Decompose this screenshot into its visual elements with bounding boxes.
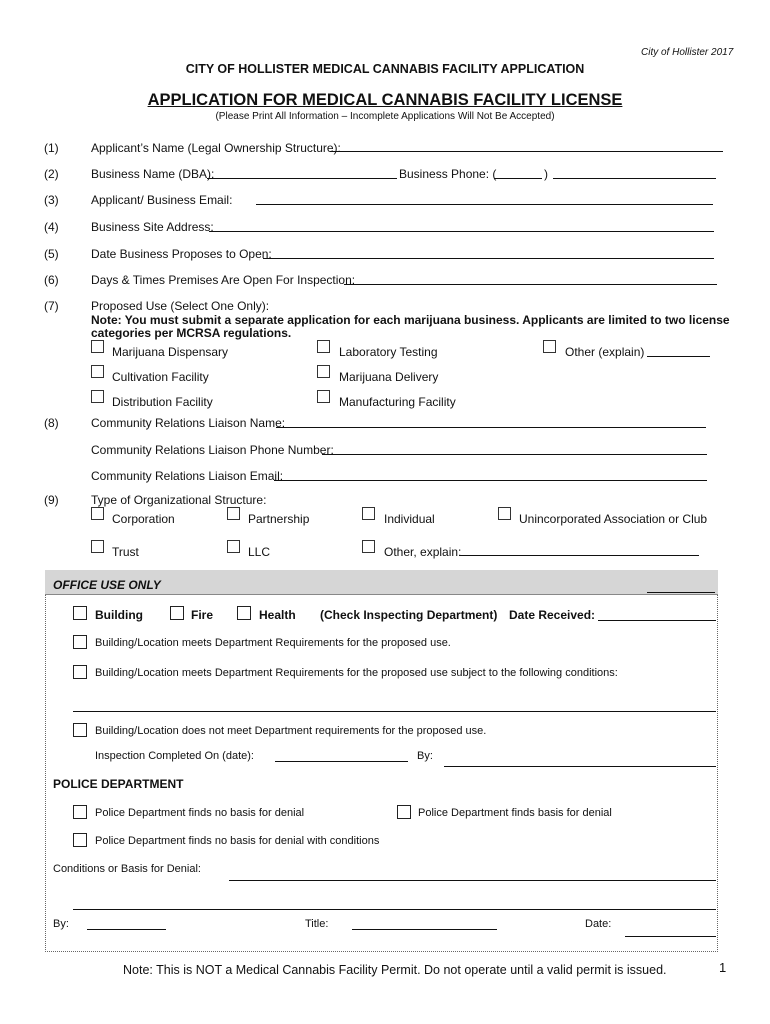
num-5: (5) xyxy=(44,247,59,261)
llc-checkbox[interactable] xyxy=(227,540,240,553)
proposed-use-note: Note: You must submit a separate application for each marijuana business. Applicants are limited to two license xyxy=(91,313,730,327)
num-4: (4) xyxy=(44,220,59,234)
police-heading: POLICE DEPARTMENT xyxy=(53,777,184,791)
individual-checkbox[interactable] xyxy=(362,507,375,520)
no-basis-checkbox[interactable] xyxy=(73,805,87,819)
applicant-name-field[interactable] xyxy=(330,151,723,152)
num-6: (6) xyxy=(44,273,59,287)
inspection-date-label: Inspection Completed On (date): xyxy=(95,750,254,762)
business-name-label: Business Name (DBA): xyxy=(91,167,215,181)
conditions-label: Conditions or Basis for Denial: xyxy=(53,863,201,875)
page-number: 1 xyxy=(719,960,727,975)
unincorporated-label: Unincorporated Association or Club xyxy=(519,512,708,526)
delivery-checkbox[interactable] xyxy=(317,365,330,378)
no-basis-conditions-label: Police Department finds no basis for denial with conditions xyxy=(95,835,380,847)
fire-label: Fire xyxy=(191,608,214,622)
site-address-label: Business Site Address: xyxy=(91,220,214,234)
applicant-name-label: Applicant’s Name (Legal Ownership Structure): xyxy=(91,141,341,155)
fire-checkbox[interactable] xyxy=(170,606,184,620)
not-meet-label: Building/Location does not meet Department requirements for the proposed use. xyxy=(95,725,487,737)
office-header-line xyxy=(647,592,715,593)
cultivation-label: Cultivation Facility xyxy=(112,370,209,384)
distribution-label: Distribution Facility xyxy=(112,395,213,409)
signoff-by-label: By: xyxy=(53,918,69,930)
distribution-checkbox[interactable] xyxy=(91,390,104,403)
building-label: Building xyxy=(95,608,143,622)
dispensary-label: Marijuana Dispensary xyxy=(112,345,229,359)
signoff-title-label: Title: xyxy=(305,918,329,930)
trust-label: Trust xyxy=(112,545,139,559)
num-2: (2) xyxy=(44,167,59,181)
num-9: (9) xyxy=(44,493,59,507)
site-address-field[interactable] xyxy=(209,231,714,232)
main-title: APPLICATION FOR MEDICAL CANNABIS FACILITY LICENSE xyxy=(147,91,623,109)
corporation-checkbox[interactable] xyxy=(91,507,104,520)
corporation-label: Corporation xyxy=(112,512,175,526)
city-title: CITY OF HOLLISTER MEDICAL CANNABIS FACILITY APPLICATION xyxy=(185,62,585,76)
dispensary-checkbox[interactable] xyxy=(91,340,104,353)
other-use-label: Other (explain) xyxy=(565,345,645,359)
inspection-by-label: By: xyxy=(417,750,433,762)
building-checkbox[interactable] xyxy=(73,606,87,620)
num-3: (3) xyxy=(44,193,59,207)
no-basis-conditions-checkbox[interactable] xyxy=(73,833,87,847)
office-use-heading: OFFICE USE ONLY xyxy=(53,578,161,592)
manufacturing-label: Manufacturing Facility xyxy=(339,395,456,409)
date-received-field[interactable] xyxy=(598,620,716,621)
signoff-date-label: Date: xyxy=(585,918,612,930)
basis-checkbox[interactable] xyxy=(397,805,411,819)
org-structure-label: Type of Organizational Structure: xyxy=(91,493,267,507)
unincorporated-checkbox[interactable] xyxy=(498,507,511,520)
inspection-by-field[interactable] xyxy=(444,766,716,767)
lab-testing-checkbox[interactable] xyxy=(317,340,330,353)
trust-checkbox[interactable] xyxy=(91,540,104,553)
no-basis-label: Police Department finds no basis for denial xyxy=(95,807,305,819)
liaison-name-label: Community Relations Liaison Name: xyxy=(91,416,286,430)
liaison-phone-field[interactable] xyxy=(322,454,707,455)
other-use-checkbox[interactable] xyxy=(543,340,556,353)
num-8: (8) xyxy=(44,416,59,430)
date-received-label: Date Received: xyxy=(509,608,596,622)
other-use-field[interactable] xyxy=(647,356,710,357)
email-field[interactable] xyxy=(256,204,713,205)
meets-conditions-field[interactable] xyxy=(73,711,716,712)
meets-label: Building/Location meets Department Requirements for the proposed use. xyxy=(95,637,451,649)
business-phone-field[interactable] xyxy=(553,178,716,179)
email-label: Applicant/ Business Email: xyxy=(91,193,233,207)
num-7: (7) xyxy=(44,299,59,313)
other-structure-field[interactable] xyxy=(459,555,699,556)
proposed-use-note-2: categories per MCRSA regulations. xyxy=(91,326,292,340)
business-phone-area-field[interactable] xyxy=(494,178,542,179)
open-date-field[interactable] xyxy=(263,258,714,259)
inspection-times-label: Days & Times Premises Are Open For Inspection: xyxy=(91,273,356,287)
lab-testing-label: Laboratory Testing xyxy=(339,345,438,359)
meets-checkbox[interactable] xyxy=(73,635,87,649)
basis-label: Police Department finds basis for denial xyxy=(418,807,612,819)
delivery-label: Marijuana Delivery xyxy=(339,370,439,384)
cultivation-checkbox[interactable] xyxy=(91,365,104,378)
inspection-times-field[interactable] xyxy=(344,284,717,285)
not-meet-checkbox[interactable] xyxy=(73,723,87,737)
proposed-use-label: Proposed Use (Select One Only): xyxy=(91,299,270,313)
business-phone-label: Business Phone: ( xyxy=(399,167,497,181)
liaison-email-field[interactable] xyxy=(274,480,707,481)
footer-note: Note: This is NOT a Medical Cannabis Facility Permit. Do not operate until a valid permit is issued. xyxy=(123,963,667,977)
partnership-label: Partnership xyxy=(248,512,310,526)
open-date-label: Date Business Proposes to Open: xyxy=(91,247,272,261)
individual-label: Individual xyxy=(384,512,435,526)
meets-conditions-label: Building/Location meets Department Requirements for the proposed use subject to the following conditions: xyxy=(95,667,618,679)
signoff-title-field[interactable] xyxy=(352,929,497,930)
signoff-by-field[interactable] xyxy=(87,929,166,930)
llc-label: LLC xyxy=(248,545,271,559)
signoff-date-field[interactable] xyxy=(625,936,716,937)
meets-conditions-checkbox[interactable] xyxy=(73,665,87,679)
check-dept-label: (Check Inspecting Department) xyxy=(320,608,498,622)
num-1: (1) xyxy=(44,141,59,155)
inspection-date-field[interactable] xyxy=(275,761,408,762)
liaison-name-field[interactable] xyxy=(276,427,706,428)
business-name-field[interactable] xyxy=(207,178,397,179)
subtitle: (Please Print All Information – Incomplete Applications Will Not Be Accepted) xyxy=(215,111,555,122)
liaison-phone-label: Community Relations Liaison Phone Number: xyxy=(91,443,334,457)
health-label: Health xyxy=(259,608,296,622)
conditions-field-2[interactable] xyxy=(73,909,716,910)
health-checkbox[interactable] xyxy=(237,606,251,620)
other-structure-checkbox[interactable] xyxy=(362,540,375,553)
conditions-field-1[interactable] xyxy=(229,880,716,881)
liaison-email-label: Community Relations Liaison Email: xyxy=(91,469,284,483)
other-structure-label: Other, explain: xyxy=(384,545,462,559)
business-phone-paren: ) xyxy=(544,167,548,181)
city-year: City of Hollister 2017 xyxy=(641,47,734,58)
partnership-checkbox[interactable] xyxy=(227,507,240,520)
manufacturing-checkbox[interactable] xyxy=(317,390,330,403)
